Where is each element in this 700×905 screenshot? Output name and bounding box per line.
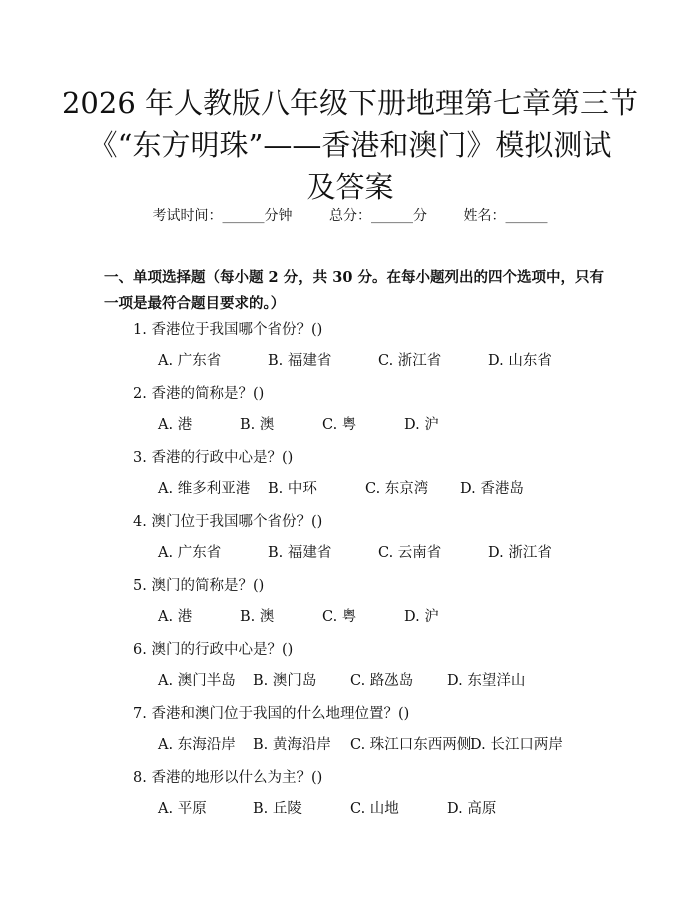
question-3-option-D: D. 香港岛 [460,481,524,497]
question-2-option-B: B. 澳 [240,417,275,433]
question-4-option-B: B. 福建省 [268,545,332,561]
question-6-option-C: C. 路氹岛 [350,673,414,689]
question-2-option-A: A. 港 [158,417,193,433]
question-5-option-B: B. 澳 [240,609,275,625]
title-line-2: 《“东方明珠”——香港和澳门》模拟测试 [88,128,612,162]
question-6-option-D: D. 东望洋山 [447,673,526,689]
question-1-option-B: B. 福建省 [268,353,332,369]
question-4-option-D: D. 浙江省 [488,545,552,561]
section-heading: 一、单项选择题（每小题 2 分，共 30 分。在每小题列出的四个选项中，只有一项是最符合题目要求的。） [104,269,604,312]
question-2-option-C: C. 粤 [322,417,357,433]
question-7-option-D: D. 长江口两岸 [470,737,563,753]
question-3-option-B: B. 中环 [268,481,317,497]
question-8-option-A: A. 平原 [158,801,207,817]
question-8-option-B: B. 丘陵 [253,801,302,817]
document-title [0,82,700,208]
question-5-option-D: D. 沪 [404,609,439,625]
question-8-option-D: D. 高原 [447,801,497,817]
exam-info [0,205,700,225]
question-5-option-C: C. 粤 [322,609,357,625]
question-7-option-B: B. 黄海沿岸 [253,737,331,753]
exam-score: 总分：______分 [329,208,427,224]
question-4-option-C: C. 云南省 [378,545,442,561]
question-2-option-D: D. 沪 [404,417,439,433]
question-1-option-C: C. 浙江省 [378,353,442,369]
title-line-3: 及答案 [306,170,394,204]
question-2: 2. 香港的简称是？() [133,386,265,402]
question-1-option-A: A. 广东省 [158,353,222,369]
question-5: 5. 澳门的简称是？() [133,578,265,594]
question-5-option-A: A. 港 [158,609,193,625]
question-3-option-A: A. 维多利亚港 [158,481,251,497]
question-3-option-C: C. 东京湾 [365,481,429,497]
question-8: 8. 香港的地形以什么为主？() [133,770,323,786]
question-6-option-B: B. 澳门岛 [253,673,317,689]
exam-name: 姓名：______ [463,208,548,224]
question-1-option-D: D. 山东省 [488,353,552,369]
question-6: 6. 澳门的行政中心是？() [133,642,294,658]
question-4: 4. 澳门位于我国哪个省份？() [133,514,323,530]
question-7-option-A: A. 东海沿岸 [158,737,236,753]
question-1: 1. 香港位于我国哪个省份？() [133,322,323,338]
question-7: 7. 香港和澳门位于我国的什么地理位置？() [133,706,410,722]
question-6-option-A: A. 澳门半岛 [158,673,236,689]
question-4-option-A: A. 广东省 [158,545,222,561]
title-line-1: 2026 年人教版八年级下册地理第七章第三节 [61,86,639,120]
exam-time: 考试时间：______分钟 [152,208,293,224]
question-8-option-C: C. 山地 [350,801,399,817]
question-7-option-C: C. 珠江口东西两侧 [350,737,472,753]
question-3: 3. 香港的行政中心是？() [133,450,294,466]
